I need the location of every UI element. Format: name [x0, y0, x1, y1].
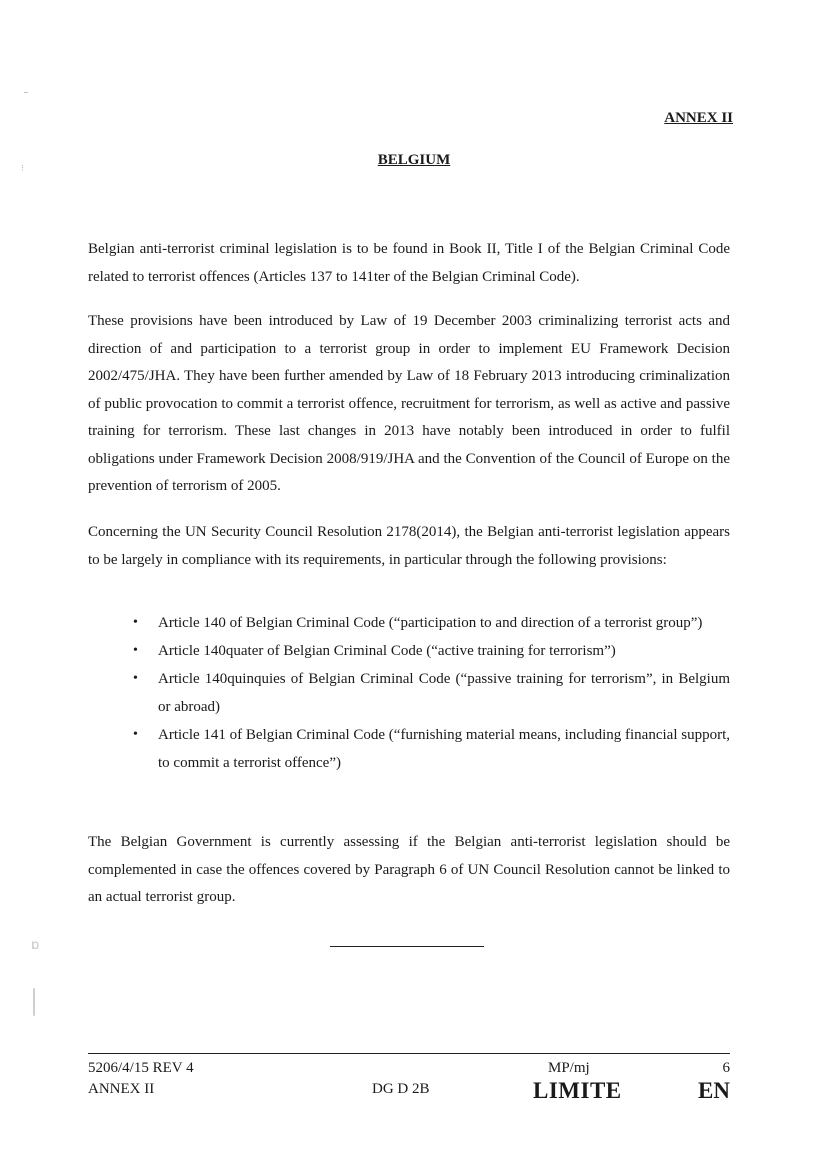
provisions-list — [133, 609, 730, 777]
bullet-icon: • — [133, 643, 138, 658]
end-of-text-divider — [330, 946, 484, 947]
footer-classification: LIMITE — [533, 1078, 622, 1103]
footer-initials: MP/mj — [548, 1060, 590, 1076]
scan-margin-mark — [24, 92, 28, 93]
list-item — [133, 637, 730, 665]
list-item-text: Article 140quater of Belgian Criminal Code (“active training for terrorism”) — [158, 643, 616, 659]
list-item-text: Article 141 of Belgian Criminal Code (“furnishing material means, including financial support, to commit a terrorist offence”) — [158, 727, 730, 771]
bullet-icon: • — [133, 615, 138, 630]
footer-language: EN — [698, 1078, 730, 1103]
bullet-icon: • — [133, 727, 138, 742]
list-item — [133, 609, 730, 637]
footer-divider — [88, 1053, 730, 1054]
bullet-icon: • — [133, 671, 138, 686]
paragraph-government-assessment: The Belgian Government is currently assessing if the Belgian anti-terrorist legislation should be complemented in case the offences covered by Paragraph 6 of UN Council Resolution cannot be linked to an actual terrorist group. — [88, 834, 730, 905]
list-item — [133, 721, 730, 777]
list-item-text: Article 140 of Belgian Criminal Code (“participation to and direction of a terrorist group”) — [158, 615, 703, 631]
footer-document-reference: 5206/4/15 REV 4 — [88, 1060, 194, 1076]
paragraph-legislation-history: These provisions have been introduced by Law of 19 December 2003 criminalizing terrorist acts and direction of and participation to a terrorist group in order to implement EU Framework Decision 2002/475/JHA. They have been further amended by Law of 18 February 2013 introducing criminalization of public provocation to commit a terrorist offence, recruitment for terrorism, as well as active and passive training for terrorism. These last changes in 2013 have notably been introduced in order to fulfil obligations under Framework Decision 2008/919/JHA and the Convention of the Council of Europe on the prevention of terrorism of 2005. — [88, 313, 730, 494]
paragraph-legislation-location: Belgian anti-terrorist criminal legislation is to be found in Book II, Title I of the Belgian Criminal Code related to terrorist offences (Articles 137 to 141ter of the Belgian Criminal Code). — [88, 241, 730, 285]
footer-page-number: 6 — [722, 1060, 730, 1076]
country-heading: BELGIUM — [377, 152, 451, 168]
list-item — [133, 665, 730, 721]
footer-annex: ANNEX II — [88, 1081, 155, 1097]
footer-directorate: DG D 2B — [372, 1081, 430, 1097]
scan-margin-mark — [33, 988, 35, 1016]
list-item-text: Article 140quinquies of Belgian Criminal Code (“passive training for terrorism”, in Belgium or abroad) — [158, 671, 730, 715]
scan-margin-mark: ⁝ — [21, 164, 24, 174]
paragraph-un-resolution-compliance: Concerning the UN Security Council Resolution 2178(2014), the Belgian anti-terrorist legislation appears to be largely in compliance with its requirements, in particular through the following provisions: — [88, 524, 730, 568]
scan-margin-mark: ɒ — [31, 938, 40, 953]
annex-heading: ANNEX II — [664, 110, 733, 126]
